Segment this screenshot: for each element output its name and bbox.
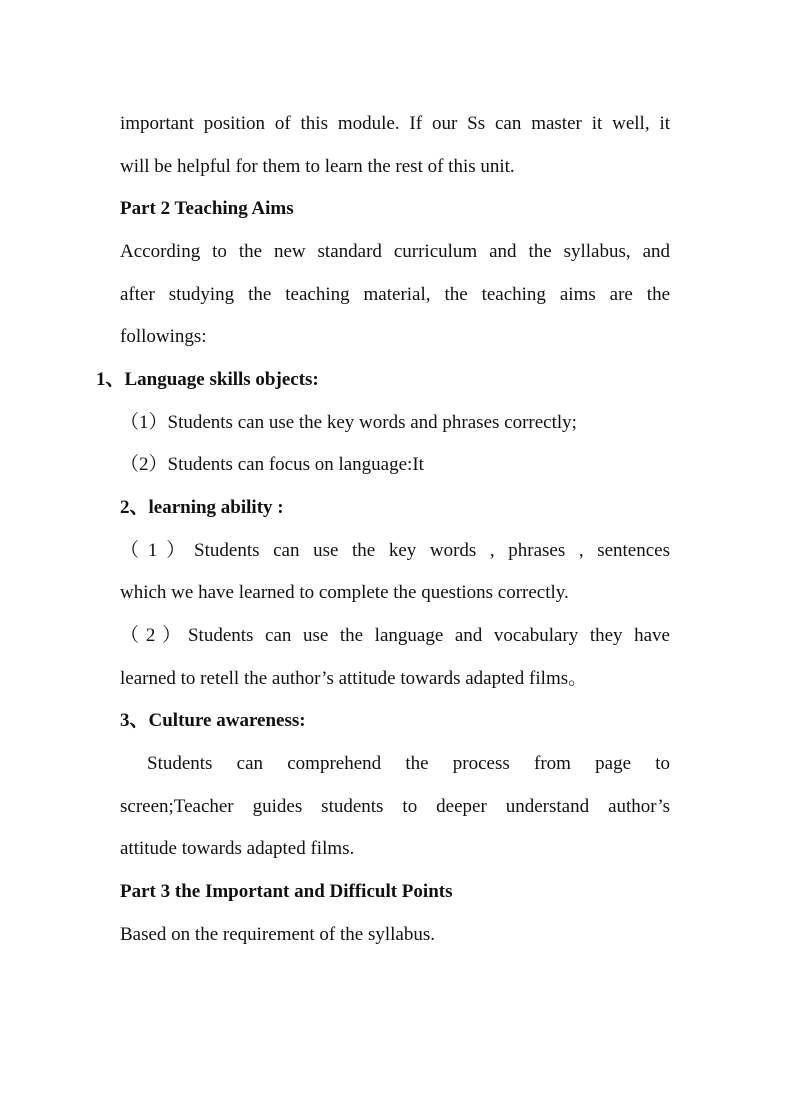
- list-item: （2）Students can focus on language:It: [120, 454, 424, 475]
- paragraph-line: followings:: [120, 326, 207, 347]
- objective-heading-1: 1、Language skills objects:: [96, 369, 319, 390]
- paragraph-line: Students can comprehend the process from page to: [147, 753, 670, 774]
- paragraph-line: after studying the teaching material, the teaching aims are the: [120, 284, 670, 305]
- list-item-continuation: which we have learned to complete the questions correctly.: [120, 582, 569, 603]
- section-heading-part2: Part 2 Teaching Aims: [120, 198, 294, 219]
- paragraph-line: important position of this module. If our Ss can master it well, it: [120, 113, 670, 134]
- list-item: （2）Students can use the language and vocabulary they have: [120, 625, 670, 646]
- section-heading-part3: Part 3 the Important and Difficult Points: [120, 881, 453, 902]
- list-item-continuation: learned to retell the author’s attitude towards adapted films。: [120, 668, 588, 689]
- paragraph-line: will be helpful for them to learn the rest of this unit.: [120, 156, 515, 177]
- paragraph-line: screen;Teacher guides students to deeper understand author’s: [120, 796, 670, 817]
- list-item: （1）Students can use the key words and phrases correctly;: [120, 412, 577, 433]
- paragraph-line: attitude towards adapted films.: [120, 838, 355, 859]
- objective-heading-2: 2、learning ability :: [120, 497, 284, 518]
- objective-heading-3: 3、Culture awareness:: [120, 710, 306, 731]
- paragraph-line: According to the new standard curriculum and the syllabus, and: [120, 241, 670, 262]
- list-item: （1）Students can use the key words , phrases , sentences: [120, 540, 670, 561]
- paragraph-line: Based on the requirement of the syllabus.: [120, 924, 436, 945]
